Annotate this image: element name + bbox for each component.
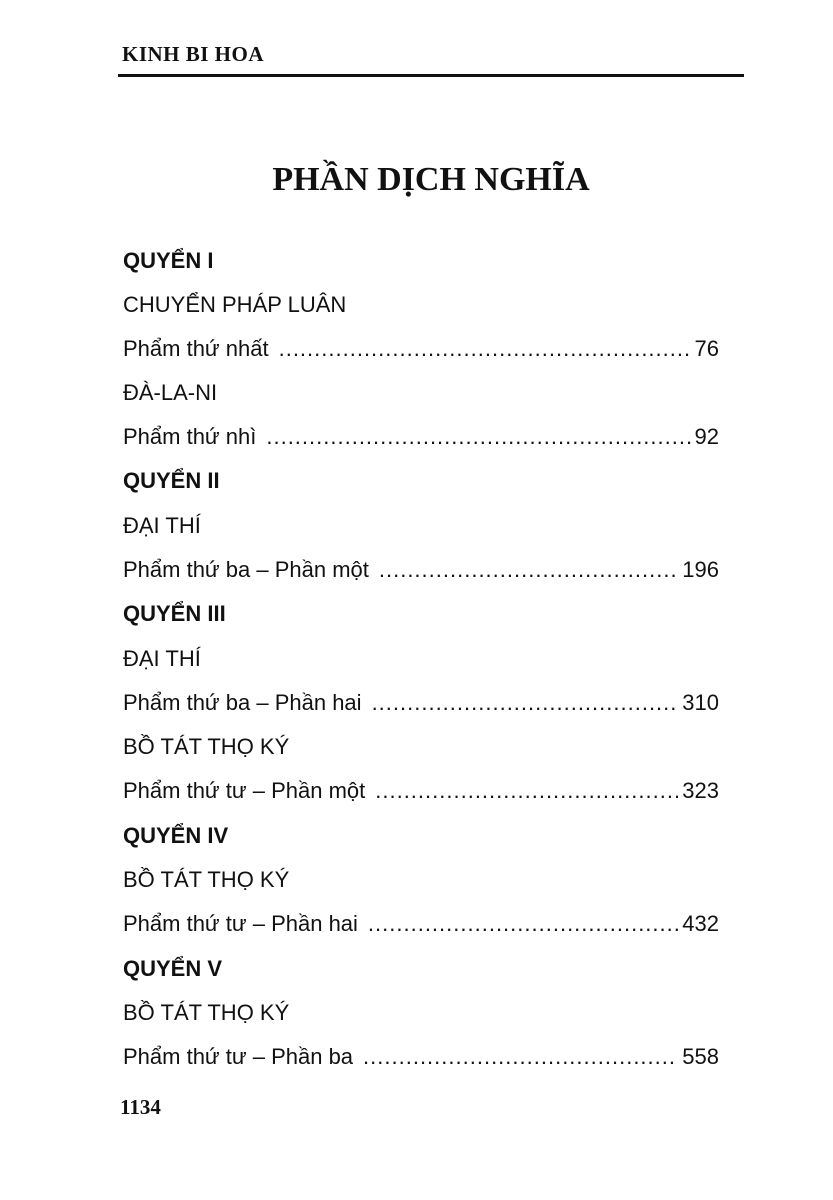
toc-chapter-heading: ĐẠI THÍ [123,646,201,671]
toc-entry [123,911,719,937]
dot-leader [368,911,678,937]
toc-entry-label: Phẩm thứ tư – Phần ba [123,1044,354,1069]
toc-entry [123,557,719,583]
toc-entry [123,690,719,716]
toc-entry-page: 432 [682,911,719,936]
toc-volume-heading: QUYỂN III [123,601,226,626]
toc-volume-heading: QUYỂN V [123,956,223,981]
toc-entry-label: Phẩm thứ tư – Phần hai [123,911,358,936]
toc-entry-page: 196 [682,557,719,582]
dot-leader [375,778,678,804]
toc-entry-page: 310 [682,690,719,715]
toc-entry-label: Phẩm thứ ba – Phần một [123,557,369,582]
section-title: PHẦN DỊCH NGHĨA [272,161,590,198]
toc-entry [123,424,719,450]
toc-entry-label: Phẩm thứ nhì [123,424,257,449]
toc-chapter-heading: ĐẠI THÍ [123,513,201,538]
toc-entry-label: Phẩm thứ tư – Phần một [123,778,366,803]
toc-entry-label: Phẩm thứ ba – Phần hai [123,690,362,715]
toc-entry-page: 558 [682,1044,719,1069]
header-rule [118,74,744,77]
running-head: KINH BI HOA [122,42,265,66]
toc-chapter-heading: CHUYỂN PHÁP LUÂN [123,292,347,317]
toc-entry-page: 323 [682,778,719,803]
toc-entry-label: Phẩm thứ nhất [123,336,269,361]
toc-volume-heading: QUYỂN IV [123,823,229,848]
toc-entry [123,1044,719,1070]
dot-leader [379,557,678,583]
toc-chapter-heading: BỒ TÁT THỌ KÝ [123,867,290,892]
toc-entry-page: 92 [694,424,719,449]
toc-entry [123,778,719,804]
toc-chapter-heading: BỒ TÁT THỌ KÝ [123,1000,290,1025]
toc-chapter-heading: BỒ TÁT THỌ KÝ [123,734,290,759]
toc-volume-heading: QUYỂN I [123,248,214,273]
dot-leader [266,424,690,450]
toc-volume-heading: QUYỂN II [123,468,220,493]
dot-leader [363,1044,678,1070]
page-number: 1134 [120,1095,161,1119]
toc-chapter-heading: ĐÀ-LA-NI [123,380,218,405]
toc-entry [123,336,719,362]
dot-leader [279,336,691,362]
dot-leader [372,690,679,716]
toc-entry-page: 76 [694,336,719,361]
